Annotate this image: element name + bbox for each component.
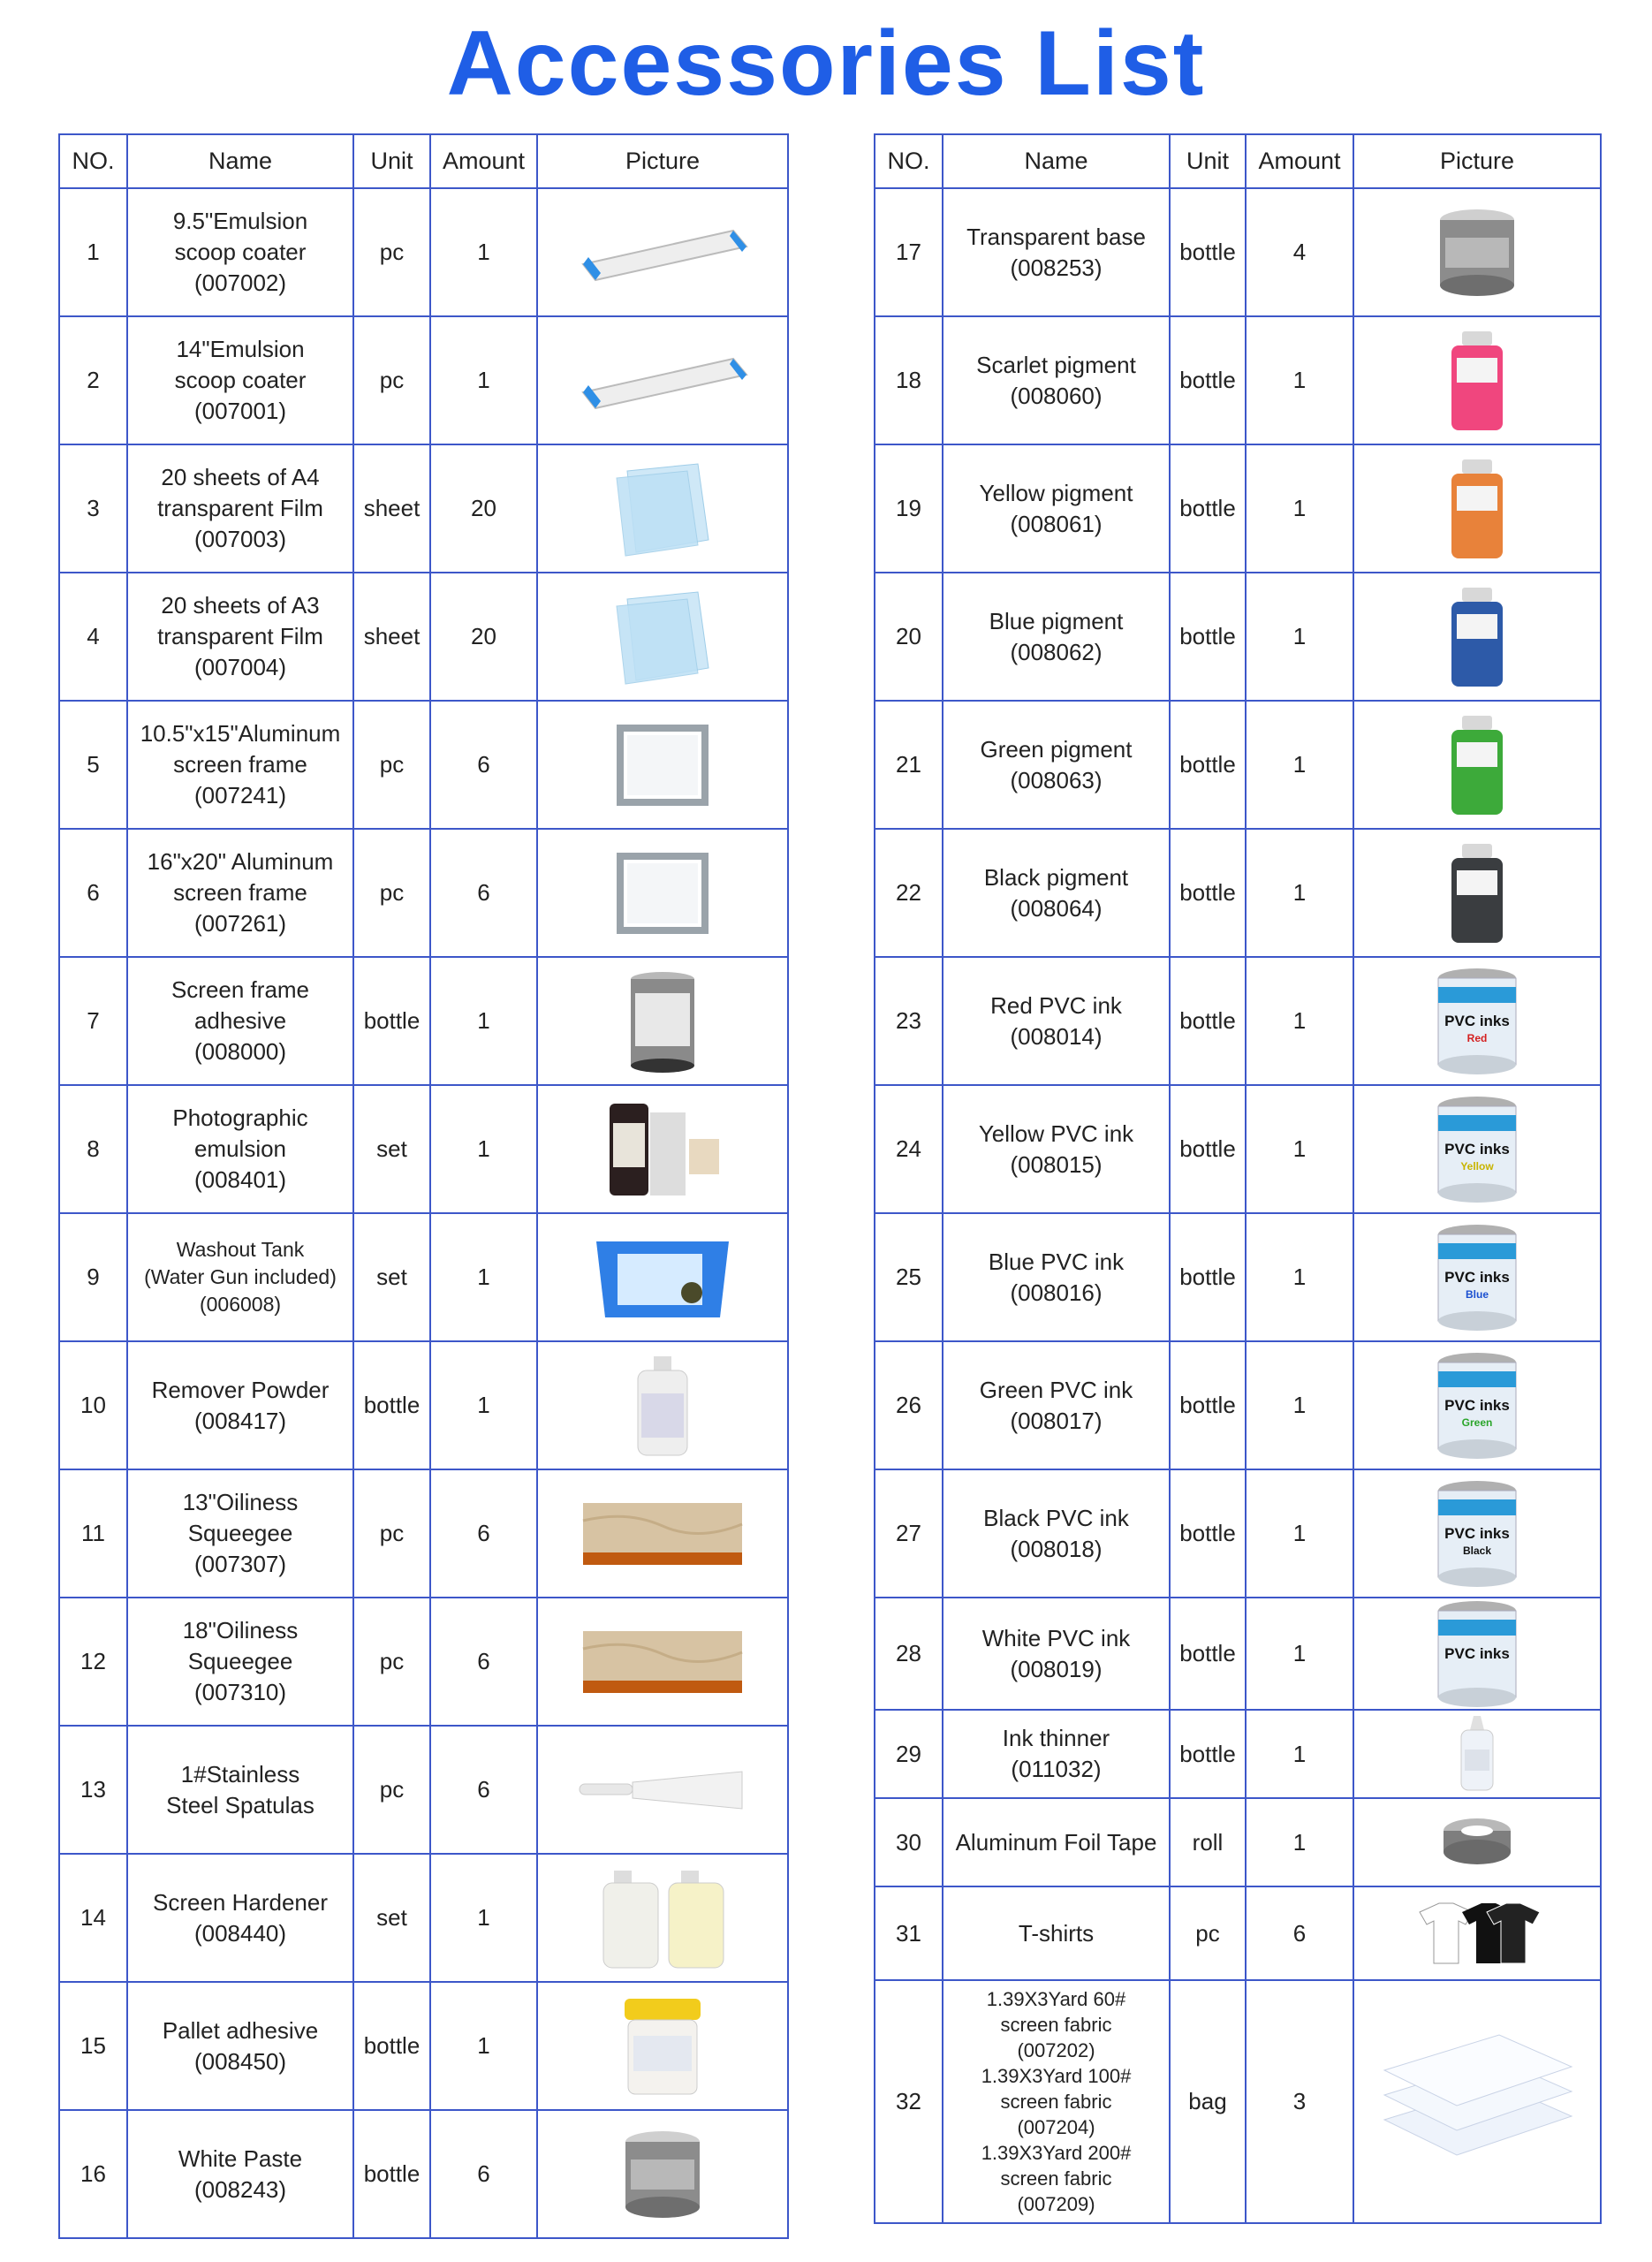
cell-picture	[1353, 188, 1601, 316]
cell-unit: bottle	[1170, 1213, 1246, 1341]
cell-picture	[1353, 1085, 1601, 1213]
hardener-bottles-icon	[540, 1865, 785, 1971]
cell-amount: 1	[1246, 1598, 1353, 1710]
cell-name: Black pigment (008064)	[943, 829, 1170, 957]
cell-picture	[537, 2110, 788, 2238]
header-name: Name	[943, 134, 1170, 188]
table-row	[875, 1085, 1601, 1213]
pvc-ink-can-icon	[1356, 1222, 1598, 1332]
cell-amount: 1	[1246, 573, 1353, 701]
cell-name: 14"Emulsion scoop coater (007001)	[127, 316, 353, 444]
cell-picture	[1353, 1341, 1601, 1469]
table-row	[59, 701, 788, 829]
table-row	[875, 316, 1601, 444]
header-name: Name	[127, 134, 353, 188]
table-row	[59, 1982, 788, 2110]
cell-amount: 1	[1246, 957, 1353, 1085]
cell-no: 24	[875, 1085, 943, 1213]
pigment-bottle-icon	[1356, 840, 1598, 946]
cell-unit: roll	[1170, 1798, 1246, 1886]
cell-unit: set	[353, 1213, 430, 1341]
cell-unit: bottle	[1170, 1710, 1246, 1798]
table-row	[59, 444, 788, 573]
cell-name: Blue PVC ink (008016)	[943, 1213, 1170, 1341]
svg-text:PVC inks: PVC inks	[1444, 1269, 1510, 1286]
cell-picture	[537, 188, 788, 316]
cell-picture	[537, 957, 788, 1085]
cell-no: 2	[59, 316, 127, 444]
cell-no: 17	[875, 188, 943, 316]
cell-no: 25	[875, 1213, 943, 1341]
cell-unit: pc	[353, 1726, 430, 1854]
cell-name: Ink thinner (011032)	[943, 1710, 1170, 1798]
cell-no: 8	[59, 1085, 127, 1213]
table-row	[59, 1726, 788, 1854]
cell-unit: bottle	[1170, 829, 1246, 957]
table-row	[875, 1798, 1601, 1886]
cell-no: 19	[875, 444, 943, 573]
cell-unit: bottle	[353, 1982, 430, 2110]
table-row	[875, 188, 1601, 316]
cell-amount: 6	[430, 829, 537, 957]
cell-amount: 1	[430, 1085, 537, 1213]
cell-amount: 1	[1246, 1798, 1353, 1886]
cell-picture	[1353, 316, 1601, 444]
table-row	[875, 701, 1601, 829]
cell-name: Blue pigment (008062)	[943, 573, 1170, 701]
header-amount: Amount	[1246, 134, 1353, 188]
cell-amount: 1	[430, 957, 537, 1085]
cell-unit: pc	[1170, 1886, 1246, 1980]
scoop-coater-icon	[540, 222, 785, 284]
cell-name: Screen frame adhesive (008000)	[127, 957, 353, 1085]
cell-picture	[1353, 1980, 1601, 2223]
cell-amount: 6	[430, 1469, 537, 1598]
cell-name: Pallet adhesive (008450)	[127, 1982, 353, 2110]
table-row	[59, 1598, 788, 1726]
transparent-base-jar-icon	[1356, 204, 1598, 301]
cell-unit: bottle	[1170, 1598, 1246, 1710]
cell-no: 1	[59, 188, 127, 316]
cell-picture	[1353, 1213, 1601, 1341]
cell-no: 7	[59, 957, 127, 1085]
cell-name: Aluminum Foil Tape	[943, 1798, 1170, 1886]
accessories-table-right	[874, 133, 1602, 2224]
foil-tape-roll-icon	[1356, 1811, 1598, 1873]
cell-name: Washout Tank (Water Gun included) (006008)	[127, 1213, 353, 1341]
cell-name: 10.5"x15"Aluminum screen frame (007241)	[127, 701, 353, 829]
cell-no: 16	[59, 2110, 127, 2238]
cell-unit: pc	[353, 1598, 430, 1726]
table-header-row	[59, 134, 788, 188]
cell-picture	[537, 1854, 788, 1982]
cell-unit: pc	[353, 316, 430, 444]
page-title: Accessories List	[446, 12, 1206, 115]
cell-picture	[1353, 829, 1601, 957]
cell-amount: 20	[430, 573, 537, 701]
tshirts-icon	[1356, 1898, 1598, 1969]
cell-unit: bottle	[1170, 957, 1246, 1085]
cell-picture	[1353, 957, 1601, 1085]
cell-amount: 1	[1246, 701, 1353, 829]
header-picture: Picture	[1353, 134, 1601, 188]
squeegee-icon	[540, 1494, 785, 1574]
emulsion-kit-icon	[540, 1097, 785, 1203]
cell-unit: bottle	[1170, 701, 1246, 829]
cell-picture	[537, 1982, 788, 2110]
pvc-ink-can-icon	[1356, 1350, 1598, 1461]
cell-name: 20 sheets of A4 transparent Film (007003)	[127, 444, 353, 573]
table-row	[875, 957, 1601, 1085]
pigment-bottle-icon	[1356, 456, 1598, 562]
pvc-ink-can-icon	[1356, 1598, 1598, 1709]
table-row	[59, 1469, 788, 1598]
cell-picture	[1353, 701, 1601, 829]
washout-tank-icon	[540, 1229, 785, 1326]
cell-amount: 1	[430, 1213, 537, 1341]
cell-amount: 3	[1246, 1980, 1353, 2223]
cell-no: 29	[875, 1710, 943, 1798]
svg-text:PVC inks: PVC inks	[1444, 1525, 1510, 1542]
cell-unit: bottle	[1170, 444, 1246, 573]
cell-picture	[1353, 1710, 1601, 1798]
cell-name: White PVC ink (008019)	[943, 1598, 1170, 1710]
cell-unit: bottle	[1170, 573, 1246, 701]
table-row	[59, 829, 788, 957]
cell-amount: 6	[430, 1598, 537, 1726]
table-row	[875, 444, 1601, 573]
cell-picture	[537, 573, 788, 701]
cell-unit: bottle	[353, 1341, 430, 1469]
table-row	[875, 1980, 1601, 2223]
cell-amount: 1	[1246, 1085, 1353, 1213]
cell-no: 31	[875, 1886, 943, 1980]
scoop-coater-icon	[540, 350, 785, 412]
svg-text:Yellow: Yellow	[1460, 1160, 1494, 1173]
cell-name: 20 sheets of A3 transparent Film (007004)	[127, 573, 353, 701]
cell-name: 16"x20" Aluminum screen frame (007261)	[127, 829, 353, 957]
cell-picture	[537, 316, 788, 444]
cell-name: 13"Oiliness Squeegee (007307)	[127, 1469, 353, 1598]
cell-no: 28	[875, 1598, 943, 1710]
cell-no: 22	[875, 829, 943, 957]
cell-no: 6	[59, 829, 127, 957]
table-header-row	[875, 134, 1601, 188]
cell-name: Scarlet pigment (008060)	[943, 316, 1170, 444]
cell-picture	[537, 701, 788, 829]
cell-no: 4	[59, 573, 127, 701]
screen-frame-icon	[540, 849, 785, 937]
header-picture: Picture	[537, 134, 788, 188]
cell-name: 1.39X3Yard 60# screen fabric (007202) 1.39X3Yard 100# screen fabric (007204) 1.39X3Yard 200# screen fabric (007209)	[943, 1980, 1170, 2223]
cell-amount: 1	[1246, 1213, 1353, 1341]
film-sheets-icon	[540, 460, 785, 558]
cell-unit: pc	[353, 1469, 430, 1598]
header-no: NO.	[875, 134, 943, 188]
cell-unit: bottle	[353, 957, 430, 1085]
cell-name: Yellow pigment (008061)	[943, 444, 1170, 573]
cell-no: 5	[59, 701, 127, 829]
cell-amount: 6	[430, 2110, 537, 2238]
svg-text:PVC inks: PVC inks	[1444, 1141, 1510, 1158]
cell-picture	[1353, 1798, 1601, 1886]
cell-name: Screen Hardener (008440)	[127, 1854, 353, 1982]
cell-amount: 1	[430, 316, 537, 444]
cell-amount: 6	[430, 1726, 537, 1854]
cell-no: 3	[59, 444, 127, 573]
cell-amount: 1	[430, 1854, 537, 1982]
cell-picture	[537, 1213, 788, 1341]
cell-unit: bottle	[1170, 1085, 1246, 1213]
cell-name: Red PVC ink (008014)	[943, 957, 1170, 1085]
cell-no: 23	[875, 957, 943, 1085]
cell-no: 26	[875, 1341, 943, 1469]
cell-no: 21	[875, 701, 943, 829]
svg-text:PVC inks: PVC inks	[1444, 1013, 1510, 1029]
cell-no: 15	[59, 1982, 127, 2110]
svg-text:Green: Green	[1461, 1416, 1493, 1429]
cell-name: T-shirts	[943, 1886, 1170, 1980]
remover-bottle-icon	[540, 1353, 785, 1459]
cell-name: Remover Powder (008417)	[127, 1341, 353, 1469]
cell-unit: pc	[353, 701, 430, 829]
cell-picture	[537, 1469, 788, 1598]
table-row	[59, 1213, 788, 1341]
cell-amount: 1	[1246, 316, 1353, 444]
cell-name: Photographic emulsion (008401)	[127, 1085, 353, 1213]
header-unit: Unit	[1170, 134, 1246, 188]
table-row	[875, 1598, 1601, 1710]
cell-picture	[1353, 1469, 1601, 1598]
table-row	[59, 1085, 788, 1213]
pigment-bottle-icon	[1356, 584, 1598, 690]
cell-picture	[537, 444, 788, 573]
cell-picture	[1353, 444, 1601, 573]
cell-name: Yellow PVC ink (008015)	[943, 1085, 1170, 1213]
cell-name: Green PVC ink (008017)	[943, 1341, 1170, 1469]
cell-picture	[1353, 573, 1601, 701]
cell-amount: 6	[1246, 1886, 1353, 1980]
cell-amount: 1	[430, 1341, 537, 1469]
accessories-table-left	[58, 133, 789, 2239]
cell-amount: 1	[1246, 1710, 1353, 1798]
cell-no: 14	[59, 1854, 127, 1982]
cell-picture	[1353, 1886, 1601, 1980]
cell-picture	[537, 1341, 788, 1469]
pigment-bottle-icon	[1356, 328, 1598, 434]
cell-no: 13	[59, 1726, 127, 1854]
spatula-icon	[540, 1768, 785, 1812]
cell-amount: 1	[430, 188, 537, 316]
cell-picture	[537, 1598, 788, 1726]
cell-unit: pc	[353, 188, 430, 316]
cell-unit: sheet	[353, 573, 430, 701]
cell-name: Green pigment (008063)	[943, 701, 1170, 829]
cell-amount: 1	[1246, 1341, 1353, 1469]
adhesive-can-icon	[540, 968, 785, 1074]
table-row	[875, 1886, 1601, 1980]
header-no: NO.	[59, 134, 127, 188]
svg-text:Red: Red	[1466, 1032, 1488, 1044]
table-row	[875, 573, 1601, 701]
screen-frame-icon	[540, 721, 785, 809]
cell-unit: bottle	[1170, 316, 1246, 444]
cell-unit: set	[353, 1854, 430, 1982]
cell-name: Black PVC ink (008018)	[943, 1469, 1170, 1598]
pvc-ink-can-icon	[1356, 1478, 1598, 1589]
cell-no: 12	[59, 1598, 127, 1726]
table-row	[875, 1710, 1601, 1798]
cell-amount: 1	[1246, 444, 1353, 573]
cell-unit: set	[353, 1085, 430, 1213]
cell-name: Transparent base (008253)	[943, 188, 1170, 316]
cell-no: 10	[59, 1341, 127, 1469]
screen-fabric-icon	[1356, 2031, 1598, 2173]
table-row	[59, 573, 788, 701]
cell-picture	[1353, 1598, 1601, 1710]
table-row	[59, 316, 788, 444]
table-row	[59, 1854, 788, 1982]
table-row	[875, 1213, 1601, 1341]
cell-unit: bottle	[353, 2110, 430, 2238]
svg-text:PVC inks: PVC inks	[1444, 1397, 1510, 1414]
cell-unit: bottle	[1170, 1469, 1246, 1598]
cell-amount: 1	[430, 1982, 537, 2110]
cell-name: 1#Stainless Steel Spatulas	[127, 1726, 353, 1854]
thinner-bottle-icon	[1356, 1714, 1598, 1794]
table-row	[875, 1341, 1601, 1469]
cell-unit: pc	[353, 829, 430, 957]
pallet-adhesive-jar-icon	[540, 1993, 785, 2099]
cell-name: 9.5"Emulsion scoop coater (007002)	[127, 188, 353, 316]
header-amount: Amount	[430, 134, 537, 188]
cell-unit: sheet	[353, 444, 430, 573]
table-row	[59, 957, 788, 1085]
cell-no: 30	[875, 1798, 943, 1886]
cell-unit: bottle	[1170, 1341, 1246, 1469]
table-row	[59, 1341, 788, 1469]
cell-amount: 20	[430, 444, 537, 573]
cell-unit: bottle	[1170, 188, 1246, 316]
cell-no: 20	[875, 573, 943, 701]
table-row	[875, 829, 1601, 957]
cell-amount: 1	[1246, 1469, 1353, 1598]
header-unit: Unit	[353, 134, 430, 188]
cell-amount: 1	[1246, 829, 1353, 957]
film-sheets-icon	[540, 588, 785, 686]
cell-name: 18"Oiliness Squeegee (007310)	[127, 1598, 353, 1726]
pvc-ink-can-icon	[1356, 1094, 1598, 1204]
table-row	[875, 1469, 1601, 1598]
pigment-bottle-icon	[1356, 712, 1598, 818]
cell-name: White Paste (008243)	[127, 2110, 353, 2238]
cell-amount: 4	[1246, 188, 1353, 316]
table-row	[59, 188, 788, 316]
squeegee-icon	[540, 1622, 785, 1702]
cell-picture	[537, 829, 788, 957]
cell-unit: bag	[1170, 1980, 1246, 2223]
pvc-ink-can-icon	[1356, 966, 1598, 1076]
svg-text:PVC inks: PVC inks	[1444, 1645, 1510, 1662]
svg-text:Blue: Blue	[1465, 1288, 1489, 1301]
cell-picture	[537, 1085, 788, 1213]
cell-no: 9	[59, 1213, 127, 1341]
cell-no: 32	[875, 1980, 943, 2223]
cell-no: 18	[875, 316, 943, 444]
white-paste-jar-icon	[540, 2126, 785, 2223]
cell-no: 27	[875, 1469, 943, 1598]
cell-amount: 6	[430, 701, 537, 829]
cell-no: 11	[59, 1469, 127, 1598]
table-row	[59, 2110, 788, 2238]
cell-picture	[537, 1726, 788, 1854]
svg-text:Black: Black	[1462, 1545, 1492, 1557]
